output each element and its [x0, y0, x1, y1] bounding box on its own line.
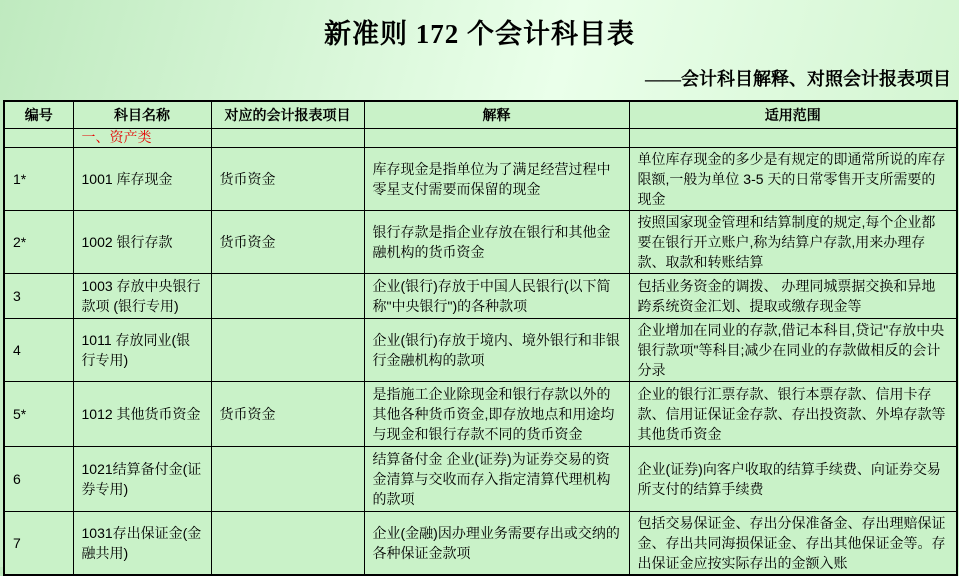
col-header-report-item: 对应的会计报表项目 — [211, 101, 364, 128]
explanation-cell: 企业(银行)存放于中国人民银行(以下简称"中央银行")的各种款项 — [364, 273, 629, 318]
scope-cell: 按照国家现金管理和结算制度的规定,每个企业都要在银行开立账户,称为结算户存款,用来办理存款、取款和转账结算 — [629, 210, 957, 273]
subject-id-cell: 7 — [4, 511, 73, 575]
subject-id-cell: 4 — [4, 318, 73, 381]
table-row-1001 — [4, 147, 957, 210]
table-row-1003 — [4, 273, 957, 318]
scope-cell: 单位库存现金的多少是有规定的即通常所说的库存限额,一般为单位 3-5 天的日常零售开支所需要的现金 — [629, 147, 957, 210]
subject-name-cell: 1012 其他货币资金 — [73, 381, 211, 446]
subject-name-cell: 1011 存放同业(银行专用) — [73, 318, 211, 381]
explanation-cell: 是指施工企业除现金和银行存款以外的其他各种货币资金,即存放地点和用途均与现金和银行存款不同的货币资金 — [364, 381, 629, 446]
report-item-cell: 货币资金 — [211, 210, 364, 273]
report-item-cell — [211, 511, 364, 575]
table-row-1011 — [4, 318, 957, 381]
empty-cell — [211, 128, 364, 147]
empty-cell — [629, 128, 957, 147]
scope-cell: 企业的银行汇票存款、银行本票存款、信用卡存款、信用证保证金存款、存出投资款、外埠存款等其他货币资金 — [629, 381, 957, 446]
explanation-cell: 库存现金是指单位为了满足经营过程中零星支付需要而保留的现金 — [364, 147, 629, 210]
section-label: 一、资产类 — [73, 128, 211, 147]
subject-id-cell: 1* — [4, 147, 73, 210]
subject-id-cell: 3 — [4, 273, 73, 318]
subject-name-cell: 1003 存放中央银行款项 (银行专用) — [73, 273, 211, 318]
subject-name-cell: 1002 银行存款 — [73, 210, 211, 273]
scope-cell: 企业增加在同业的存款,借记本科目,贷记"存放中央银行款项"等科目;减少在同业的存款做相反的会计分录 — [629, 318, 957, 381]
table-row-1012 — [4, 381, 957, 446]
col-header-name: 科目名称 — [73, 101, 211, 128]
explanation-cell: 结算备付金 企业(证券)为证券交易的资金清算与交收而存入指定清算代理机构的款项 — [364, 446, 629, 511]
header-row — [4, 101, 957, 128]
report-item-cell: 货币资金 — [211, 381, 364, 446]
explanation-cell: 企业(金融)因办理业务需要存出或交纳的各种保证金款项 — [364, 511, 629, 575]
report-item-cell — [211, 318, 364, 381]
table-row-1021 — [4, 446, 957, 511]
col-header-explanation: 解释 — [364, 101, 629, 128]
subject-id-cell: 2* — [4, 210, 73, 273]
report-item-cell: 货币资金 — [211, 147, 364, 210]
report-item-cell — [211, 446, 364, 511]
subject-name-cell: 1021结算备付金(证券专用) — [73, 446, 211, 511]
section-row — [4, 128, 957, 147]
account-subjects-table — [3, 100, 958, 576]
explanation-cell: 企业(银行)存放于境内、境外银行和非银行金融机构的款项 — [364, 318, 629, 381]
page-title: 新准则 172 个会计科目表 — [324, 19, 635, 49]
explanation-cell: 银行存款是指企业存放在银行和其他金融机构的货币资金 — [364, 210, 629, 273]
subject-name-cell: 1031存出保证金(金融共用) — [73, 511, 211, 575]
empty-cell — [4, 128, 73, 147]
page-subtitle: ——会计科目解释、对照会计报表项目 — [645, 69, 951, 89]
scope-cell: 包括交易保证金、存出分保准备金、存出理赔保证金、存出共同海损保证金、存出其他保证金等。存出保证金应按实际存出的金额入账 — [629, 511, 957, 575]
col-header-scope: 适用范围 — [629, 101, 957, 128]
report-item-cell — [211, 273, 364, 318]
subject-id-cell: 6 — [4, 446, 73, 511]
table-row-1002 — [4, 210, 957, 273]
table-row-1031 — [4, 511, 957, 575]
subject-id-cell: 5* — [4, 381, 73, 446]
scope-cell: 企业(证券)向客户收取的结算手续费、向证券交易所支付的结算手续费 — [629, 446, 957, 511]
col-header-id: 编号 — [4, 101, 73, 128]
subject-name-cell: 1001 库存现金 — [73, 147, 211, 210]
empty-cell — [364, 128, 629, 147]
scope-cell: 包括业务资金的调拨、 办理同城票据交换和异地跨系统资金汇划、提取或缴存现金等 — [629, 273, 957, 318]
